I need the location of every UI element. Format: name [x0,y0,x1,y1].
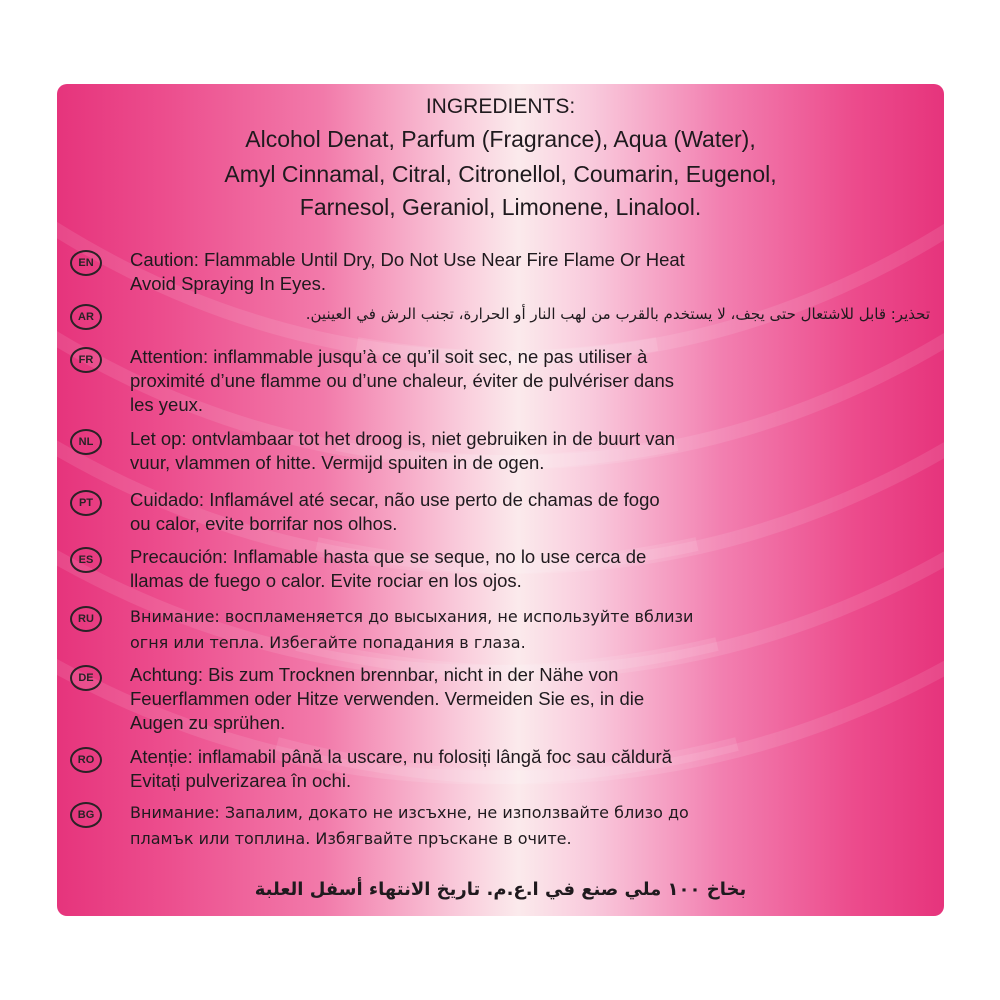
warning-text-line: proximité d’une flamme ou d’une chaleur, éviter de pulvériser dans [130,370,674,391]
ingredients-title: INGREDIENTS: [425,95,576,118]
warning-ar [78,302,930,326]
language-badge-pt: PT [70,490,102,516]
language-badge-es: ES [70,547,102,573]
ingredients-line: Farnesol, Geraniol, Limonene, Linalool. [299,194,702,220]
warning-text-line: пламък или топлина. Избягвайте пръскане в очите. [130,829,572,848]
warning-text-line: Cuidado: Inflamável até secar, não use perto de chamas de fogo [130,489,660,510]
warning-text-line: Внимание: воспламеняется до высыхания, не используйте вблизи [130,607,694,626]
warning-text-line: Achtung: Bis zum Trocknen brennbar, nicht in der Nähe von [130,664,619,685]
language-badge-en: EN [70,250,102,276]
language-badge-ru: RU [70,606,102,632]
warning-text-line: Attention: inflammable jusqu’à ce qu’il soit sec, ne pas utiliser à [130,346,648,367]
warning-text-line: Atenție: inflamabil până la uscare, nu folosiți lângă foc sau căldură [130,746,672,767]
warning-text-line: vuur, vlammen of hitte. Vermijd spuiten in de ogen. [130,452,545,473]
warning-text-line: огня или тепла. Избегайте попадания в глаза. [130,633,526,652]
warning-text-line: Let op: ontvlambaar tot het droog is, niet gebruiken in de buurt van [130,428,676,449]
warning-fr [78,345,930,417]
ingredients-line: Amyl Cinnamal, Citral, Citronellol, Coumarin, Eugenol, [224,161,777,187]
warning-text-line: Caution: Flammable Until Dry, Do Not Use Near Fire Flame Or Heat [130,249,685,270]
warning-text-line: تحذير: قابل للاشتعال حتى يجف، لا يستخدم بالقرب من لهب النار أو الحرارة، تجنب الرش في العينين. [305,305,930,323]
footer-arabic-text: بخاخ ١٠٠ ملي صنع في ا.ع.م. تاريخ الانتهاء أسفل العلبة [254,879,747,900]
warning-ru [78,604,930,656]
warning-en [78,248,930,296]
language-badge-nl: NL [70,429,102,455]
warning-text-line: llamas de fuego o calor. Evite rociar en los ojos. [130,570,522,591]
product-label [57,84,944,916]
warning-bg [77,800,930,852]
ingredients-line: Alcohol Denat, Parfum (Fragrance), Aqua (Water), [245,126,756,152]
warning-es [78,545,930,593]
warning-text-line: ou calor, evite borrifar nos olhos. [130,513,398,534]
warning-text-line: Evitați pulverizarea în ochi. [130,770,352,791]
language-badge-bg: BG [70,802,102,828]
warning-nl [78,427,930,475]
warning-text-line: Feuerflammen oder Hitze verwenden. Vermeiden Sie es, in die [130,688,645,709]
warning-pt [78,488,930,536]
warning-text-line: Augen zu sprühen. [130,712,286,733]
warning-text-line: Avoid Spraying In Eyes. [130,273,327,294]
language-badge-ro: RO [70,747,102,773]
warning-text-line: Внимание: Запалим, докато не изсъхне, не използвайте близо до [130,803,689,822]
language-badge-fr: FR [70,347,102,373]
language-badge-ar: AR [70,304,102,330]
warning-text-line: Precaución: Inflamable hasta que se seque, no lo use cerca de [130,546,647,567]
warning-de [78,663,930,735]
language-badge-de: DE [70,665,102,691]
warning-ro [77,745,930,793]
warning-text-line: les yeux. [130,394,204,415]
label-content [57,84,944,916]
